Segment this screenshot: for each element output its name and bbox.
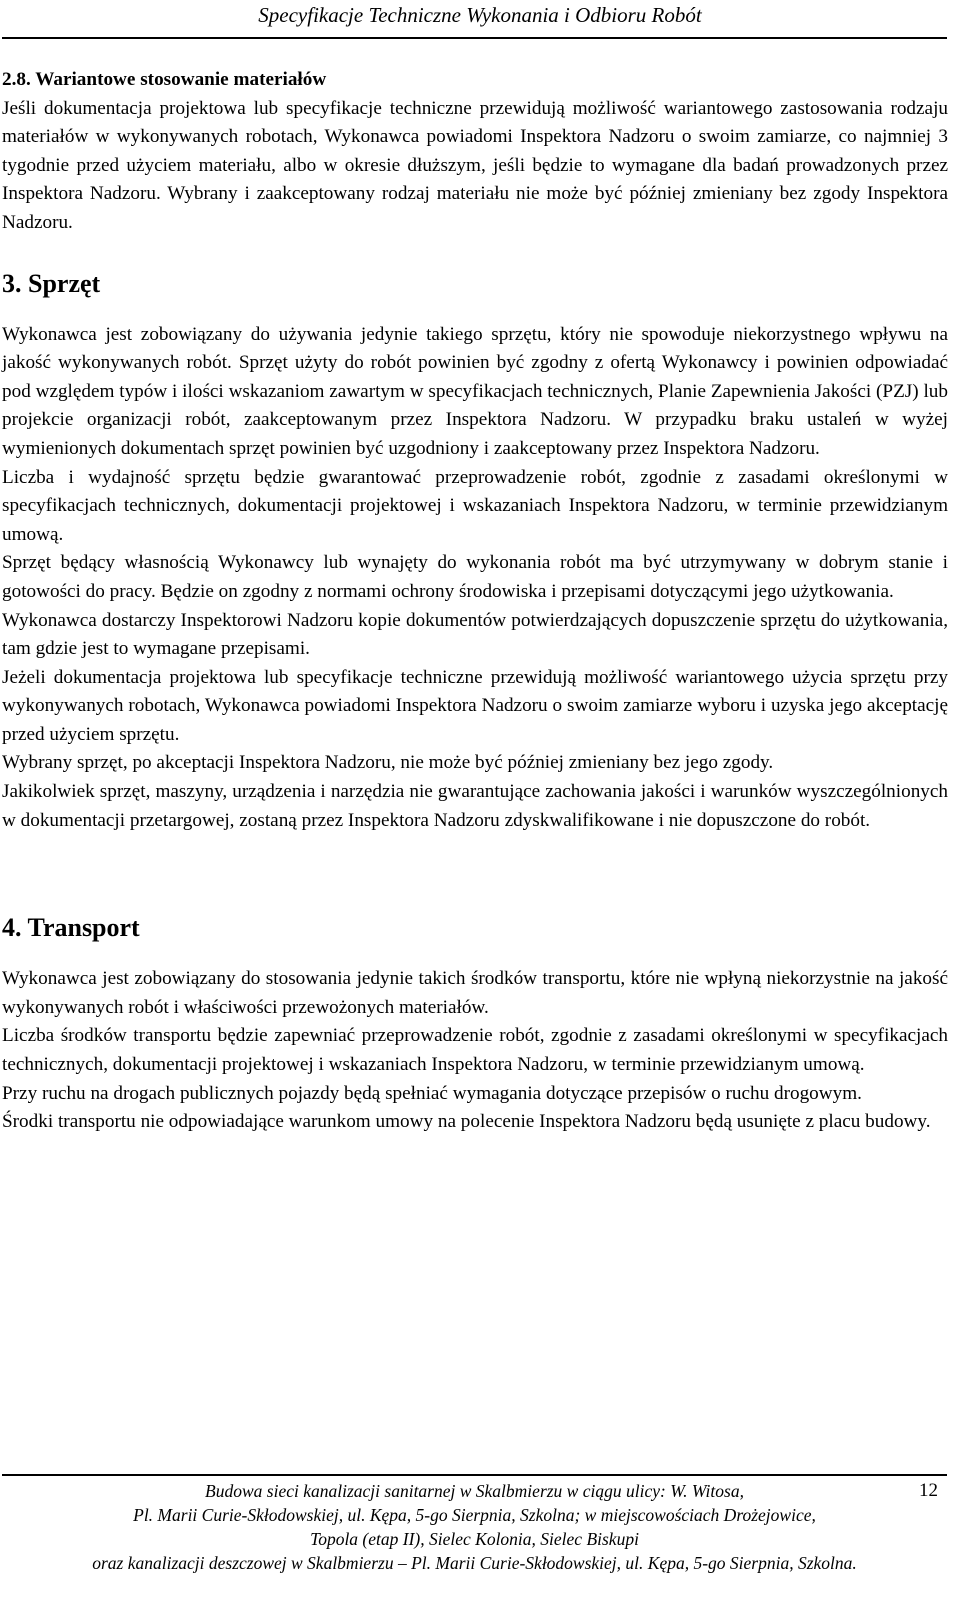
- running-header: Specyfikacje Techniczne Wykonania i Odbioru Robót: [258, 3, 702, 27]
- document-body: [2, 66, 948, 1137]
- running-footer: [2, 1479, 947, 1575]
- section-3-paragraph: Sprzęt będący własnością Wykonawcy lub wynajęty do wykonania robót ma być utrzymywany w dobrym stanie i gotowości do pracy. Będzie on zgodny z normami ochrony środowiska i przepisami dotyczącymi jego użytkowania.: [2, 552, 948, 602]
- section-4-heading: 4. Transport: [2, 913, 140, 943]
- footer-line: Pl. Marii Curie-Skłodowskiej, ul. Kępa, 5-go Sierpnia, Szkolna; w miejscowościach Drożejowice,: [133, 1505, 816, 1525]
- footer-line: Budowa sieci kanalizacji sanitarnej w Skalbmierzu w ciągu ulicy: W. Witosa,: [205, 1481, 744, 1501]
- section-3-paragraph: Wykonawca jest zobowiązany do używania jedynie takiego sprzętu, który nie spowoduje niekorzystnego wpływu na jakość wykonywanych robót. Sprzęt użyty do robót powinien być zgodny z ofertą Wykonawcy i powinien odpowiadać pod względem typów i ilości wskazaniom zawartym w specyfikacjach technicznych, Planie Zapewnienia Jakości (PZJ) lub projekcie organizacji robót, zaakceptowanym przez Inspektora Nadzoru. W przypadku braku ustaleń w wyżej wymienionych dokumentach sprzęt powinien być uzgodniony i zaakceptowany przez Inspektora Nadzoru.: [2, 323, 948, 459]
- spacer: [2, 299, 948, 321]
- section-3-paragraph: Jeżeli dokumentacja projektowa lub specyfikacje techniczne przewidują możliwość wariantowego użycia sprzętu przy wykonywanych robotach, Wykonawca powiadomi Inspektora Nadzoru o swoim zamiarze wyboru i uzyska jego akceptację przed użyciem sprzętu.: [2, 666, 948, 745]
- spacer: [2, 238, 948, 269]
- section-3-paragraph: Liczba i wydajność sprzętu będzie gwarantować przeprowadzenie robót, zgodnie z zasadami określonymi w specyfikacjach technicznych, dokumentacji projektowej i wskazaniach Inspektora Nadzoru, w terminie przewidzianym umową.: [2, 466, 948, 545]
- section-4-paragraph: Wykonawca jest zobowiązany do stosowania jedynie takich środków transportu, które nie wpłyną niekorzystnie na jakość wykonywanych robót i właściwości przewożonych materiałów.: [2, 968, 948, 1018]
- footer-rule: [2, 1474, 947, 1476]
- section-3-paragraph: Wykonawca dostarczy Inspektorowi Nadzoru kopie dokumentów potwierdzających dopuszczenie sprzętu do użytkowania, tam gdzie jest to wymagane przepisami.: [2, 609, 948, 660]
- footer-line: Topola (etap II), Sielec Kolonia, Sielec Biskupi: [310, 1529, 639, 1549]
- header-rule: [2, 37, 947, 39]
- section-3-heading: 3. Sprzęt: [2, 268, 101, 298]
- spacer: [2, 943, 948, 965]
- section-3-paragraph: Wybrany sprzęt, po akceptacji Inspektora Nadzoru, nie może być później zmieniany bez jego zgody.: [2, 752, 774, 774]
- page-number: 12: [919, 1480, 938, 1501]
- section-3-paragraph: Jakikolwiek sprzęt, maszyny, urządzenia i narzędzia nie gwarantujące zachowania jakości i warunków wyszczególnionych w dokumentacji przetargowej, zostaną przez Inspektora Nadzoru zdyskwalifikowane i nie dopuszczone do robót.: [2, 781, 948, 831]
- section-2-8-paragraph: Jeśli dokumentacja projektowa lub specyfikacje techniczne przewidują możliwość wariantowego zastosowania rodzaju materiałów w wykonywanych robotach, Wykonawca powiadomi Inspektora Nadzoru o swoim zamiarze, co najmniej 3 tygodnie przed użyciem materiału, albo w okresie dłuższym, jeśli będzie to wymagane dla badań prowadzonych przez Inspektora Nadzoru. Wybrany i zaakceptowany rodzaj materiału nie może być później zmieniany bez zgody Inspektora Nadzoru.: [2, 97, 948, 233]
- section-4-paragraph: Liczba środków transportu będzie zapewniać przeprowadzenie robót, zgodnie z zasadami określonymi w specyfikacjach technicznych, dokumentacji projektowej i wskazaniach Inspektora Nadzoru, w terminie przewidzianym umową.: [2, 1025, 948, 1076]
- section-2-8-title: 2.8. Wariantowe stosowanie materiałów: [2, 69, 327, 90]
- section-4-paragraph: Przy ruchu na drogach publicznych pojazdy będą spełniać wymagania dotyczące przepisów o ruchu drogowym.: [2, 1082, 862, 1104]
- section-4-paragraph: Środki transportu nie odpowiadające warunkom umowy na polecenie Inspektora Nadzoru będą usunięte z placu budowy.: [2, 1111, 931, 1133]
- spacer: [2, 835, 948, 913]
- footer-line: oraz kanalizacji deszczowej w Skalbmierzu – Pl. Marii Curie-Skłodowskiej, ul. Kępa, 5-go Sierpnia, Szkolna.: [92, 1553, 857, 1573]
